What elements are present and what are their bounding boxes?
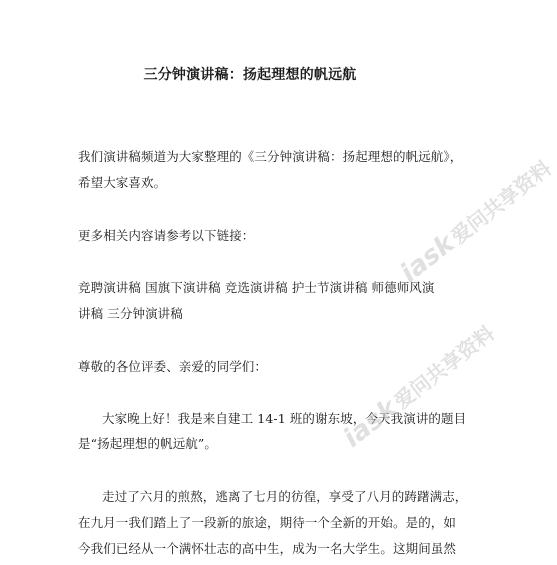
watermark-logo: iask (395, 228, 461, 289)
watermark-logo: iask (338, 393, 404, 454)
document-title: 三分钟演讲稿：扬起理想的帆远航 (143, 67, 357, 83)
paragraph-1-line-2: 是“扬起理想的帆远航”。 (78, 436, 217, 451)
paragraph-2-line-1: 走过了六月的煎熬，逃离了七月的彷徨，享受了八月的踌躇满志， (102, 489, 468, 504)
watermark-text: 爱问共享资料 (389, 320, 499, 414)
links-heading: 更多相关内容请参考以下链接： (78, 228, 255, 243)
paragraph-2-line-3: 今我们已经从一个满怀壮志的高中生，成为一名大学生。这期间虽然 (78, 541, 457, 556)
intro-line-2: 希望大家喜欢。 (78, 175, 167, 190)
links-line-2: 讲稿 三分钟演讲稿 (78, 306, 183, 321)
watermark (395, 153, 557, 289)
links-line-1: 竞聘演讲稿 国旗下演讲稿 竞选演讲稿 护士节演讲稿 师德师风演 (78, 280, 435, 295)
paragraph-1-line-1: 大家晚上好！我是来自建工 14-1 班的谢东坡，今天我演讲的题目 (102, 411, 467, 426)
intro-line-1: 我们演讲稿频道为大家整理的《三分钟演讲稿：扬起理想的帆远航》， (78, 149, 463, 164)
watermark (338, 318, 500, 454)
salutation: 尊敬的各位评委、亲爱的同学们： (78, 359, 268, 374)
watermark-text: 爱问共享资料 (446, 155, 556, 249)
paragraph-2-line-2: 在九月一我们踏上了一段新的旅途，期待一个全新的开始。是的，如 (78, 515, 457, 530)
